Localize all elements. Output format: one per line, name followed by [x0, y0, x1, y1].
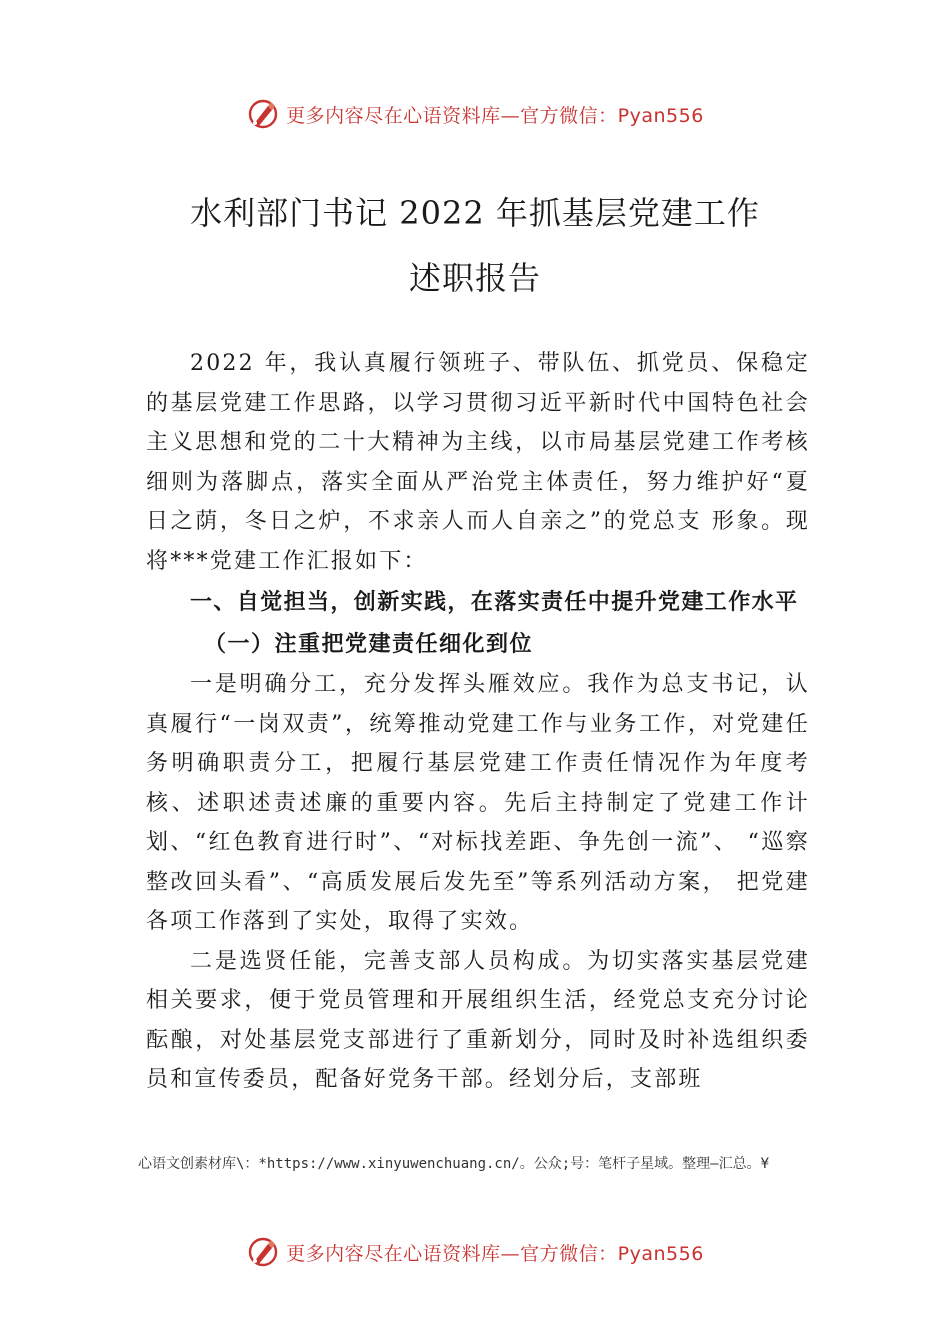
footer-watermark-banner: [0, 1230, 950, 1274]
footer-source-note: 心语文创素材库\：*https://www.xinyuwenchuang.cn/。公众;号：笔杆子星域。整理—汇总。¥: [138, 1156, 770, 1172]
header-watermark-banner: [0, 92, 950, 136]
intro-paragraph: 2022 年，我认真履行领班子、带队伍、抓党员、保稳定的基层党建工作思路，以学习贯彻习近平新时代中国特色社会主义思想和党的二十大精神为主线，以市局基层党建工作考核细则为落脚点，落实全面从严治党主体责任，努力维护好“夏日之荫，冬日之炉，不求亲人而人自亲之”的党总支 形象。现将***党建工作汇报如下：: [146, 351, 810, 574]
document-body: [146, 344, 810, 1100]
paragraph-2: 二是选贤任能，完善支部人员构成。为切实落实基层党建相关要求，便于党员管理和开展组织生活，经党总支充分讨论酝酿，对处基层党支部进行了重新划分，同时及时补选组织委员和宣传委员，配备好党务干部。经划分后，支部班: [146, 948, 810, 1092]
pen-nib-logo-icon: [246, 97, 280, 131]
wechat-id: Pyan556: [617, 104, 704, 127]
wechat-id: Pyan556: [617, 1242, 704, 1265]
document-title-line2: 述职报告: [408, 259, 541, 297]
banner-text: 更多内容尽在心语资料库—官方微信：Pyan556: [286, 104, 704, 127]
section-heading-1: 一、自觉担当，创新实践，在落实责任中提升党建工作水平: [190, 590, 799, 615]
document-title-line1: 水利部门书记 2022 年抓基层党建工作: [190, 194, 760, 232]
banner-text: 更多内容尽在心语资料库—官方微信：Pyan556: [286, 1242, 704, 1265]
subsection-heading-1: （一）注重把党建责任细化到位: [204, 631, 534, 657]
pen-nib-logo-icon: [246, 1235, 280, 1269]
paragraph-1: 一是明确分工，充分发挥头雁效应。我作为总支书记，认真履行“一岗双责”，统筹推动党建工作与业务工作，对党建任务明确职责分工，把履行基层党建工作责任情况作为年度考核、述职述责述廉的重要内容。先后主持制定了党建工作计划、“红色教育进行时”、“对标找差距、争先创一流”、 “巡察整改回头看”、“高质发展后发先至”等系列活动方案， 把党建各项工作落到了实处，取得了实效。: [146, 672, 810, 934]
